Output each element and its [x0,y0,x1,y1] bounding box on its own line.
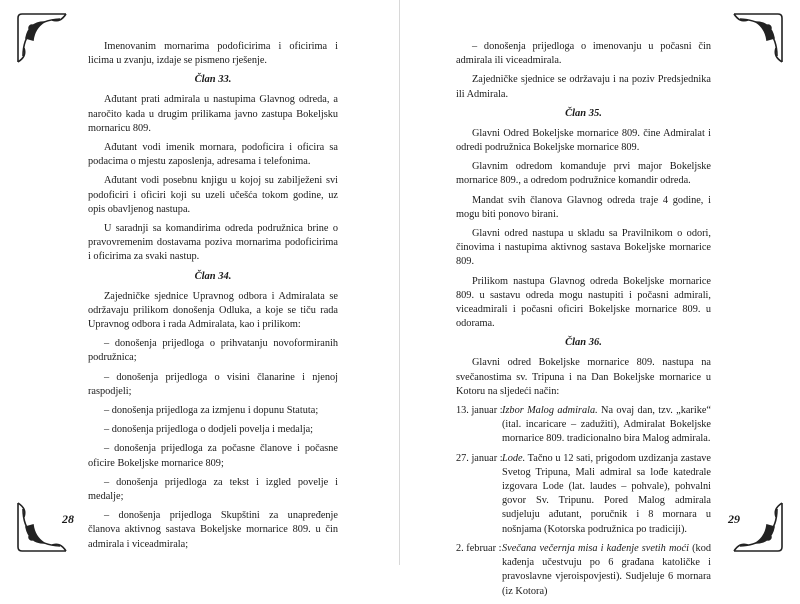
left-page-text [88,40,338,557]
paragraph: Glavni odred nastupa u skladu sa Pravilnikom o odori, činovima i nastupima aktivnog sastava Bokeljske mornarice 809. [456,228,711,268]
paragraph: Glavnim odredom komanduje prvi major Bokeljske mornarice 809., a odredom podružnice komandir odreda. [456,161,711,187]
date-label: 27. januar : [456,452,503,464]
event-text: Na ovaj dan, tzv. „karike“ (ital. incaricare – zadužiti), Admiralat Bokeljske mornarice 809. tradicionalno bira Malog admirala. [502,405,711,445]
corner-ornament-bottom-right-icon [730,499,786,555]
list-item: – donošenja prijedloga Skupštini za unapređenje članova aktivnog sastava Bokeljske mornarice 809. u čin admirala i viceadmirala; [88,510,338,550]
event-title: Izbor Malog admirala. [502,405,598,417]
list-item: – donošenja prijedloga o prihvatanju novoformiranih podružnica; [88,338,338,364]
right-page [400,0,800,597]
date-description [502,452,711,537]
list-item: – donošenja prijedloga o imenovanju u počasni čin admirala ili viceadmirala. [456,41,711,67]
list-item: – donošenja prijedloga o visini članarine i njenoj raspodjeli; [88,371,338,397]
paragraph: Zajedničke sjednice Upravnog odbora i Admiralata se održavaju prilikom donošenja Odluka, a koje se tiču rada Upravnog odbora i rada Admiralata, kao i prilikom: [88,290,338,331]
date-entry [456,404,711,447]
page-number: 28 [62,512,74,526]
paragraph: Ađutant vodi posebnu knjigu u kojoj su zabilježeni svi podoficiri i oficiri koji su uzeli učešća tokom godine, uz opis obavljenog nastupa. [88,175,338,215]
page-number: 29 [728,512,740,526]
date-description [502,404,711,447]
article-heading: Član 34. [194,270,232,282]
event-title: Lode. [502,452,526,464]
paragraph: Mandat svih članova Glavnog odreda traje 4 godine, i mogu biti ponovo birani. [456,194,711,220]
list-item: – donošenja prijedloga za tekst i izgled povelje i medalje; [88,476,338,503]
right-page-text [456,40,711,604]
event-title: Svečana večernja misa i kađenje svetih moći [502,542,689,554]
paragraph: Glavni odred Bokeljske mornarice 809. nastupa na svečanostima sv. Tripuna i na Dan Bokeljske mornarice u Kotoru na sljedeći način: [456,357,711,397]
article-heading: Član 35. [565,107,602,119]
date-entry [456,542,711,599]
date-description [502,542,711,599]
article-heading: Član 33. [194,74,232,86]
paragraph: Ađutant prati admirala u nastupima Glavnog odreda, a naročito kada u drugim prilikama javno zastupa Bokeljsku mornaricu 809. [88,94,338,134]
corner-ornament-bottom-left-icon [14,499,70,555]
paragraph: Prilikom nastupa Glavnog odreda Bokeljske mornarice 809. u sastavu odreda mogu nastupiti i počasni admirali, viceadmirali i počasni oficiri Bokeljske mornarice 809. u odorama. [456,275,711,330]
corner-ornament-top-right-icon [730,10,786,66]
paragraph: Glavni Odred Bokeljske mornarice 809. čine Admiralat i odredi podružnica Bokeljske mornarice 809. [456,127,711,154]
date-label: 13. januar : [456,405,503,417]
event-text: (kod kađenja učestvuju po 6 građana katoličke i pravoslavne vjeroispovjesti). Sudjeluje 6 mornara (iz Kotora) [502,542,712,597]
date-label: 2. februar : [456,542,502,554]
corner-ornament-top-left-icon [14,10,70,66]
left-page [0,0,400,565]
list-item: – donošenja prijedloga o dodjeli povelja i medalja; [104,424,314,436]
list-item: – donošenja prijedloga za počasne članove i počasne oficire Bokeljske mornarice 809; [88,443,338,469]
paragraph: Zajedničke sjednice se održavaju i na poziv Predsjednika ili Admirala. [456,74,711,100]
paragraph: Imenovanim mornarima podoficirima i oficirima i licima u zvanju, izdaje se pismeno rješenje. [88,41,338,67]
paragraph: Ađutant vodi imenik mornara, podoficira i oficira sa podacima o mjestu zaposlenja, adresama i telefonima. [88,142,338,168]
date-entry [456,452,711,537]
list-item: – donošenja prijedloga za izmjenu i dopunu Statuta; [104,405,319,417]
event-text: Tačno u 12 sati, prigodom uzdizanja zastave Svetog Tripuna, Mali admiral sa lođe katedrale izgovara Lode (lat. laudes – pohvale), pohvalni govor Sv. Tripunu. Pored Malog admirala sudjeluju ađutant, poručnik i 8 mornara u nošnjama (Kotorska podružnica po tradiciji). [502,452,711,535]
article-heading: Član 36. [565,337,602,349]
paragraph: U saradnji sa komandirima odreda podružnica brine o pravovremenim dostavama poziva mornarima podoficirima i oficirima za svaki nastup. [88,223,338,263]
